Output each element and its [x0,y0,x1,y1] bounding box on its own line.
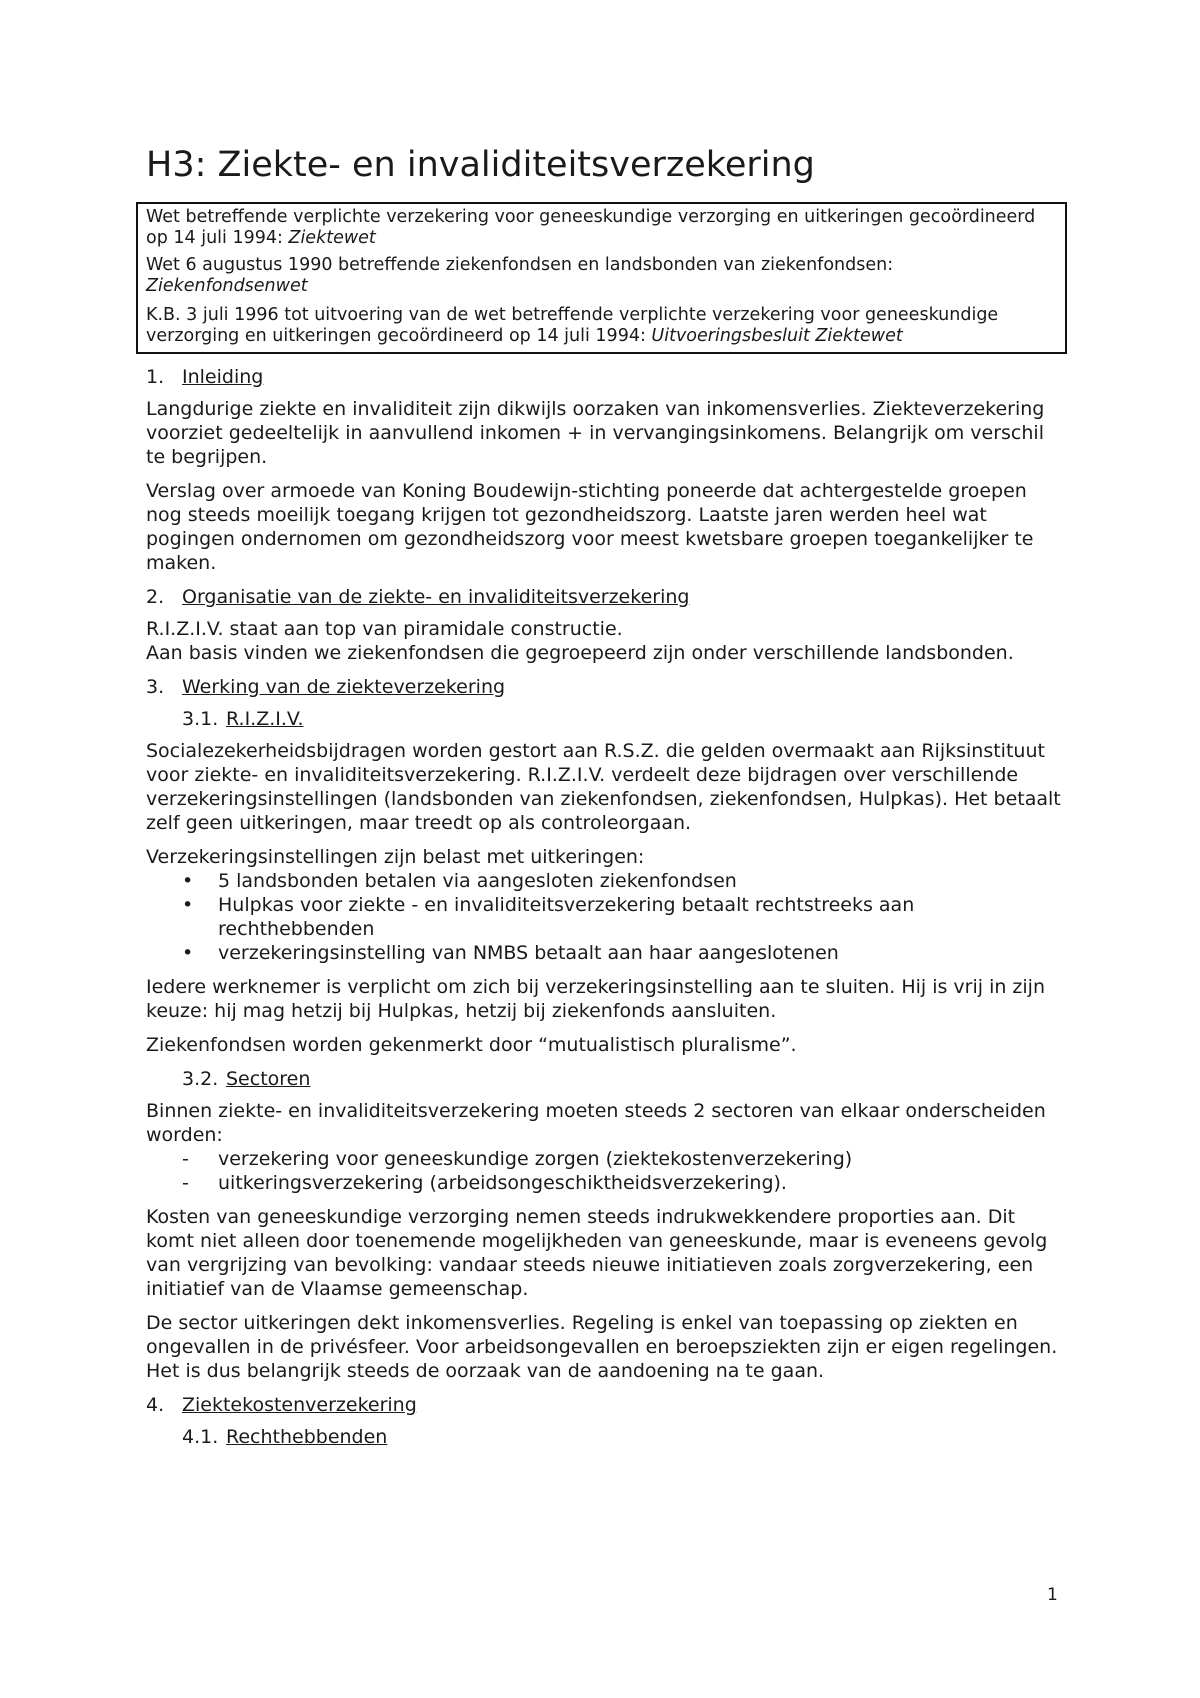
subsection-heading-riziv: 3.1. R.I.Z.I.V. [182,708,304,730]
bullet-list [146,869,1066,965]
list-item: - uitkeringsverzekering (arbeidsongeschiktheidsverzekering). [182,1172,787,1194]
list-item: • Hulpkas voor ziekte - en invaliditeitsverzekering betaalt rechtstreeks aan rechthebbenden [182,894,915,940]
list-item: - verzekering voor geneeskundige zorgen (ziektekostenverzekering) [182,1148,853,1170]
paragraph: Aan basis vinden we ziekenfondsen die gegroepeerd zijn onder verschillende landsbonden. [146,642,1014,664]
subsection-heading-sectoren: 3.2. Sectoren [182,1068,311,1090]
reference-ziekenfondsenwet: Wet 6 augustus 1990 betreffende ziekenfondsen en landsbonden van ziekenfondsen: Ziekenfondsenwet [146,255,894,296]
paragraph: Iedere werknemer is verplicht om zich bij verzekeringsinstelling aan te sluiten. Hij is vrij in zijn keuze: hij mag hetzij bij Hulpkas, hetzij bij ziekenfonds aansluiten. [146,976,1046,1022]
subsection-heading-rechthebbenden: 4.1. Rechthebbenden [182,1426,388,1448]
paragraph: Langdurige ziekte en invaliditeit zijn dikwijls oorzaken van inkomensverlies. Ziekteverzekering voorziet gedeeltelijk in aanvullend inkomen + in vervangingsinkomens. Belangrijk om verschil te begrijpen. [146,398,1045,468]
paragraph: R.I.Z.I.V. staat aan top van piramidale constructie. [146,618,623,640]
paragraph: Verslag over armoede van Koning Boudewijn-stichting poneerde dat achtergestelde groepen nog steeds moeilijk toegang krijgen tot gezondheidszorg. Laatste jaren werden heel wat pogingen ondernomen om gezondheidszorg voor meest kwetsbare groepen toegankelijker te maken. [146,480,1034,574]
section-heading-ziektekostenverzekering: 4. Ziektekostenverzekering [146,1394,417,1416]
paragraph: Kosten van geneeskundige verzorging nemen steeds indrukwekkendere proporties aan. Dit komt niet alleen door toenemende mogelijkheden van geneeskunde, maar is eveneens gevolg van vergrijzing van bevolking: vandaar steeds nieuwe initiatieven zoals zorgverzekering, een initiatief van de Vlaamse gemeenschap. [146,1206,1048,1300]
bullet-marker: • [182,942,194,964]
paragraph: Socialezekerheidsbijdragen worden gestort aan R.S.Z. die gelden overmaakt aan Rijksinstituut voor ziekte- en invaliditeitsverzekering. R.I.Z.I.V. verdeelt deze bijdragen over verschillende verzekeringsinstellingen (landsbonden van ziekenfondsen, ziekenfondsen, Hulpkas). Het betaalt zelf geen uitkeringen, maar treedt op als controleorgaan. [146,740,1061,834]
section-heading-inleiding: 1. Inleiding [146,366,264,388]
document-body [146,365,1066,1457]
bullet-marker: • [182,870,194,892]
paragraph: Binnen ziekte- en invaliditeitsverzekering moeten steeds 2 sectoren van elkaar onderscheiden worden: [146,1100,1046,1146]
dash-marker: - [182,1172,189,1194]
reference-uitvoeringsbesluit: K.B. 3 juli 1996 tot uitvoering van de wet betreffende verplichte verzekering voor geneeskundige verzorging en uitkeringen gecoördineerd op 14 juli 1994: Uitvoeringsbesluit Ziektewet [146,305,999,346]
list-item: • 5 landsbonden betalen via aangesloten ziekenfondsen [182,870,737,892]
paragraph: Ziekenfondsen worden gekenmerkt door “mutualistisch pluralisme”. [146,1034,797,1056]
paragraph: De sector uitkeringen dekt inkomensverlies. Regeling is enkel van toepassing op ziekten en ongevallen in de privésfeer. Voor arbeidsongevallen en beroepsziekten zijn er eigen regelingen. Het is dus belangrijk steeds de oorzaak van de aandoening na te gaan. [146,1312,1058,1382]
paragraph: Verzekeringsinstellingen zijn belast met uitkeringen: [146,846,645,868]
legal-references-box [136,202,1067,354]
list-item: • verzekeringsinstelling van NMBS betaalt aan haar aangeslotenen [182,942,839,964]
document-title: H3: Ziekte- en invaliditeitsverzekering [146,145,815,185]
page-number: 1 [1047,1585,1058,1605]
dash-marker: - [182,1148,189,1170]
section-heading-organisatie: 2. Organisatie van de ziekte- en invaliditeitsverzekering [146,586,690,608]
dash-list [146,1147,1066,1195]
reference-ziektewet: Wet betreffende verplichte verzekering voor geneeskundige verzorging en uitkeringen gecoördineerd op 14 juli 1994: Ziektewet [146,207,1036,248]
section-heading-werking: 3. Werking van de ziekteverzekering [146,676,506,698]
bullet-marker: • [182,894,194,916]
